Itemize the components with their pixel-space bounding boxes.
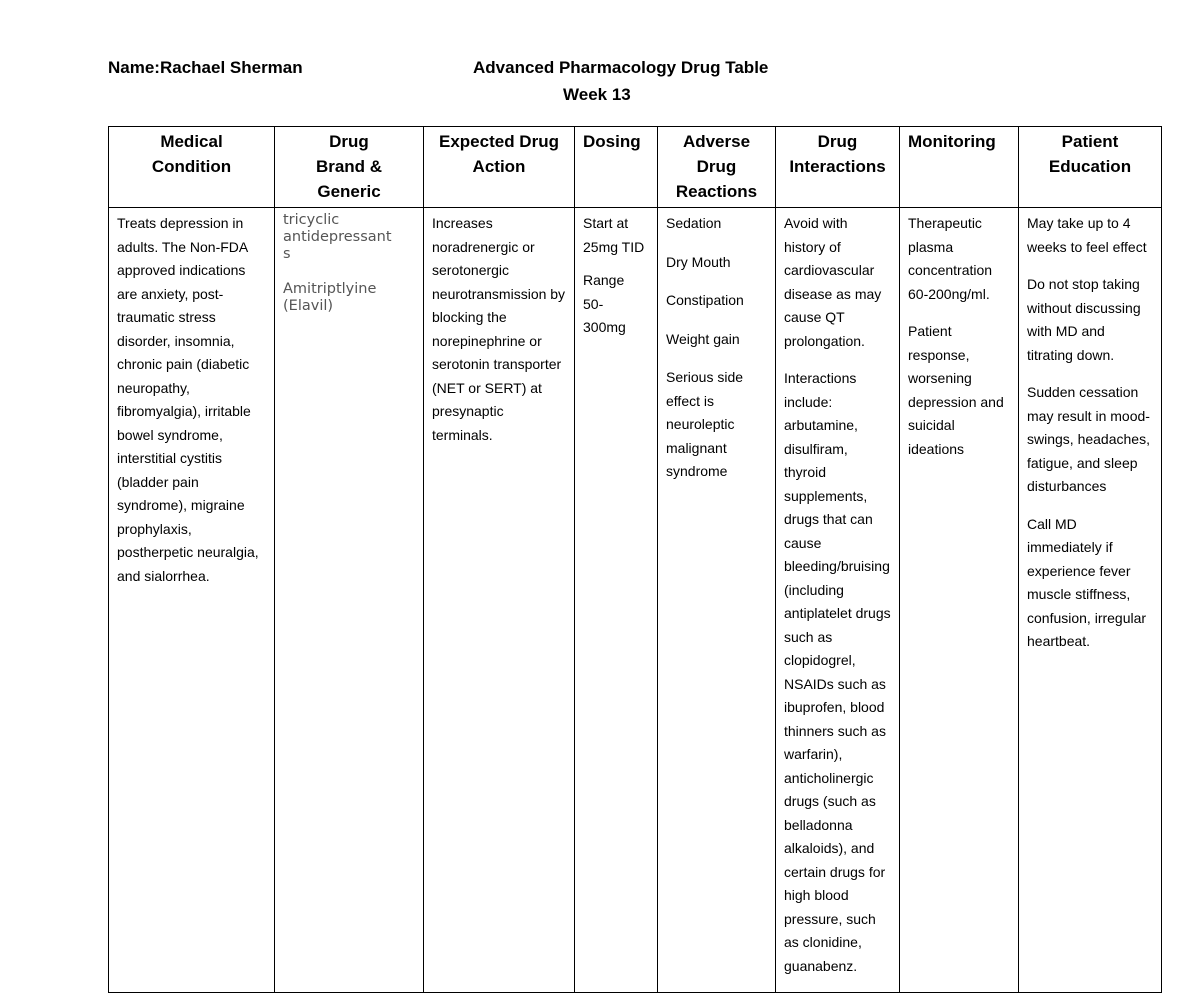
col-header-dosing: Dosing [575, 127, 658, 208]
adverse-item: Weight gain [666, 330, 740, 347]
table-row [109, 208, 1162, 993]
adverse-item: Serious side effect is neuroleptic malignant syndrome [666, 369, 744, 479]
col-header-interactions: Drug Interactions [776, 127, 900, 208]
education-item: Do not stop taking without discussing with MD and titrating down. [1027, 276, 1141, 363]
adverse-cell [658, 208, 776, 993]
drug-cell [275, 208, 424, 993]
interactions-list: Interactions include: arbutamine, disulfiram, thyroid supplements, drugs that can cause bleeding/bruising (including antiplatelet drugs such as clopidogrel, NSAIDs such as ibuprofen, blood thinners such as warfarin), anticholinergic drugs (such as belladonna alkaloids), and certain drugs for high blood pressure, such as clonidine, guanabenz. [784, 370, 891, 974]
education-cell [1019, 208, 1162, 993]
col-header-drug: Drug Brand & Generic [275, 127, 424, 208]
week-label: Week 13 [563, 85, 631, 104]
condition-cell [109, 208, 275, 993]
monitoring-item: Patient response, worsening depression and suicidal ideations [908, 323, 1004, 457]
interactions-cell [776, 208, 900, 993]
education-item: May take up to 4 weeks to feel effect [1027, 215, 1147, 255]
action-cell [424, 208, 575, 993]
education-item: Call MD immediately if experience fever muscle stiffness, confusion, irregular heartbeat. [1027, 515, 1147, 649]
monitoring-item: Therapeutic plasma concentration 60-200ng/ml. [908, 215, 993, 302]
col-header-expected-action: Expected Drug Action [424, 127, 575, 208]
dosing-cell [575, 208, 658, 993]
dosing-start: Start at 25mg TID [583, 215, 645, 255]
drug-table [108, 126, 1162, 993]
student-name: Name:Rachael Sherman [108, 58, 303, 77]
action-text: Increases noradrenergic or serotonergic neurotransmission by blocking the norepinephrine or serotonin transporter (NET or SERT) at presynaptic terminals. [432, 215, 566, 443]
col-header-adverse-reactions: Adverse Drug Reactions [658, 127, 776, 208]
col-header-medical-condition: Medical Condition [109, 127, 275, 208]
education-item: Sudden cessation may result in mood-swings, headaches, fatigue, and sleep disturbances [1027, 384, 1150, 494]
col-header-monitoring: Monitoring [900, 127, 1019, 208]
dosing-range: Range 50- 300mg [583, 272, 626, 335]
condition-text: Treats depression in adults. The Non-FDA approved indications are anxiety, post-traumatic stress disorder, insomnia, chronic pain (diabetic neuropathy, fibromyalgia), irritable bowel syndrome, interstitial cystitis (bladder pain syndrome), migraine prophylaxis, postherpetic neuralgia, and sialorrhea. [117, 215, 259, 584]
adverse-item: Sedation [666, 215, 722, 231]
monitoring-cell [900, 208, 1019, 993]
drug-name: Amitriptlyine (Elavil) [283, 281, 377, 314]
drug-class: tricyclic antidepressant s [283, 212, 392, 262]
document-title: Advanced Pharmacology Drug Table [473, 58, 769, 77]
adverse-item: Constipation [666, 292, 744, 308]
interactions-warning: Avoid with history of cardiovascular disease as may cause QT prolongation. [784, 215, 882, 349]
adverse-item: Dry Mouth [666, 253, 731, 270]
col-header-patient-education: Patient Education [1019, 127, 1162, 208]
table-header-row [109, 127, 1162, 208]
